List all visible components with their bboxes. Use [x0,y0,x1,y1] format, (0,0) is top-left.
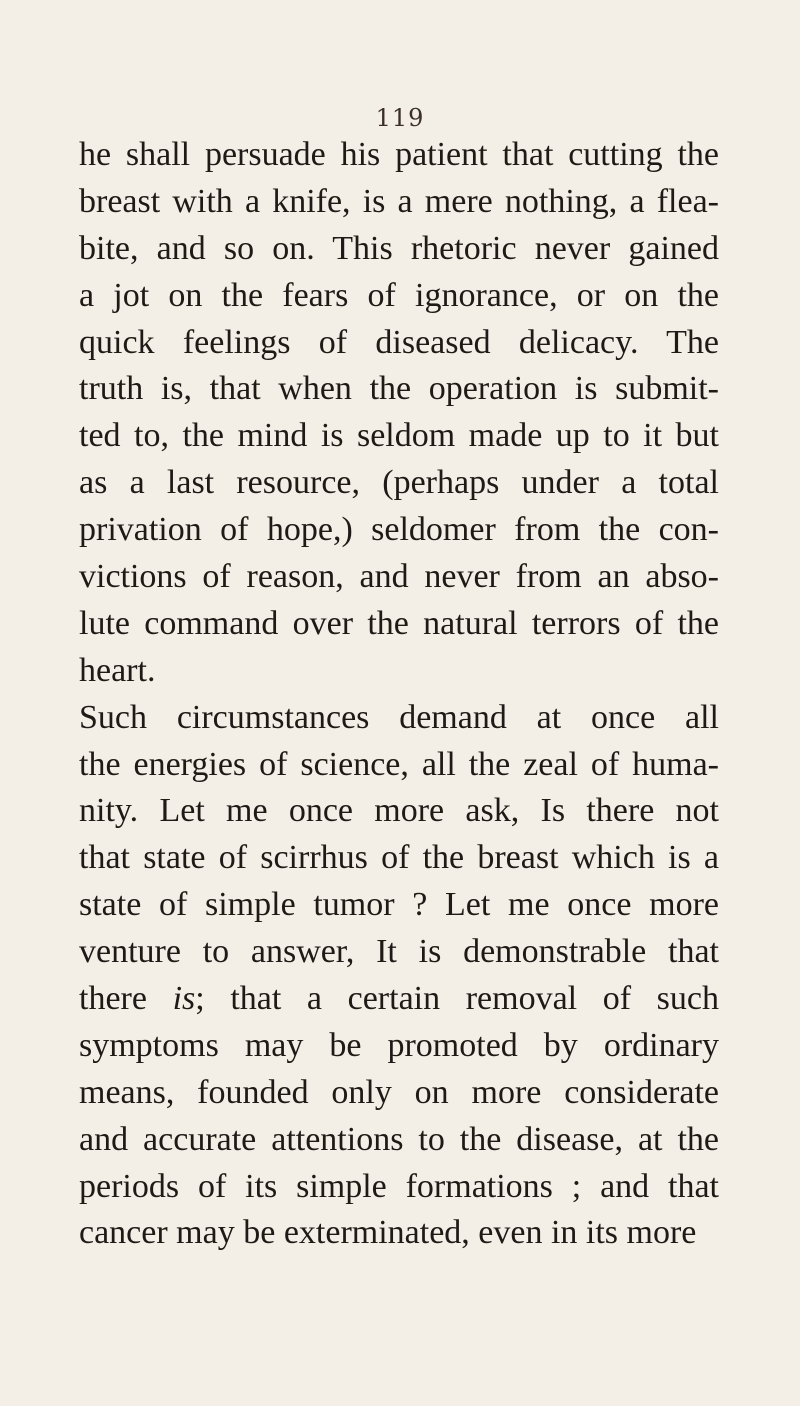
text-line: privation of hope,) seldomer from the con- [79,511,719,549]
text-line: state of simple tumor ? Let me once more [79,886,719,924]
text-line: and accurate attentions to the disease, at the [79,1120,719,1158]
text-line: a jot on the fears of ignorance, or on the [79,276,719,314]
text-line: means, founded only on more considerate [79,1073,719,1111]
text-line: victions of reason, and never from an abso- [79,558,719,596]
text-line: ted to, the mind is seldom made up to it but [79,417,719,455]
page-number: 119 [375,104,425,132]
text-line: as a last resource, (perhaps under a total [79,464,719,502]
text-line: bite, and so on. This rhetoric never gained [79,229,719,267]
text-line: cancer may be exterminated, even in its more [79,1214,697,1252]
text-line: quick feelings of diseased delicacy. The [79,323,719,361]
text-line: symptoms may be promoted by ordinary [79,1026,719,1064]
body-text [79,132,719,1257]
text-line: truth is, that when the operation is submit- [79,370,719,408]
text-line: he shall persuade his patient that cutting the [79,136,719,173]
text-line: nity. Let me once more ask, Is there not [79,792,719,830]
text-line: that state of scirrhus of the breast which is a [79,839,719,877]
text-line: breast with a knife, is a mere nothing, a flea- [79,182,719,220]
text-line: the energies of science, all the zeal of huma- [79,745,719,783]
text-line: there is; that a certain removal of such [79,980,719,1018]
text-line: Such circumstances demand at once all [79,698,719,736]
text-line: periods of its simple formations ; and that [79,1167,719,1205]
text-line: heart. [79,651,156,689]
text-line: venture to answer, It is demonstrable that [79,933,719,971]
text-line: lute command over the natural terrors of the [79,604,719,642]
